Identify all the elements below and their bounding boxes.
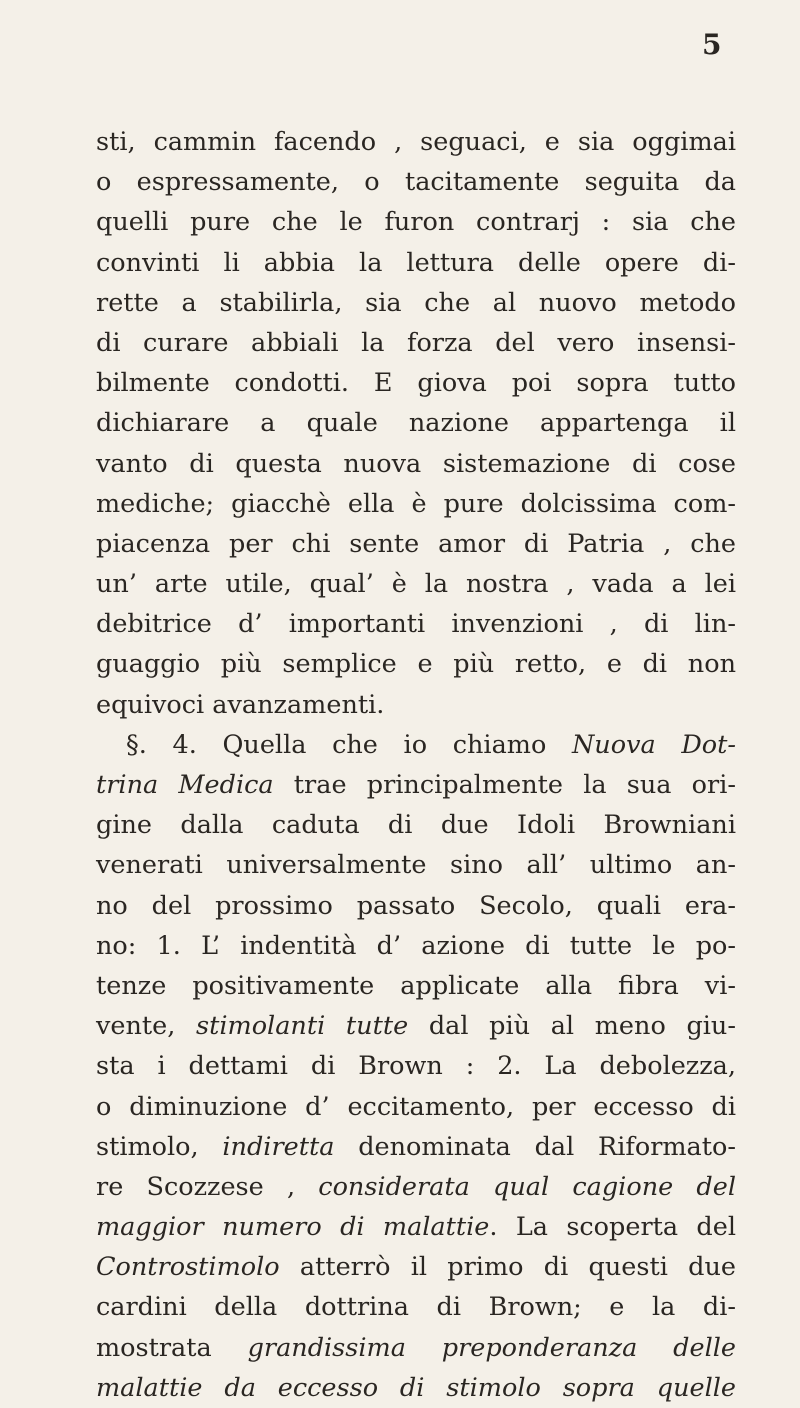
text-line <box>96 162 736 202</box>
italic-text-segment: considerata qual cagione del <box>318 1171 736 1202</box>
text-segment: dal più al meno giu- <box>408 1011 736 1042</box>
text-segment: mostrata <box>96 1332 248 1363</box>
text-line <box>96 1287 736 1327</box>
text-segment: bilmente condotti. E giova poi sopra tutto <box>96 368 736 399</box>
text-line <box>96 805 736 845</box>
text-segment: stimolo, <box>96 1131 223 1162</box>
text-segment: o diminuzione d’ eccitamento, per eccesso di <box>96 1091 736 1122</box>
text-line <box>96 966 736 1006</box>
page-number: 5 <box>702 28 722 61</box>
italic-text-segment: stimolanti tutte <box>196 1011 409 1042</box>
text-line <box>96 1127 736 1167</box>
text-line <box>96 845 736 885</box>
italic-text-segment: maggior numero di malattie <box>96 1212 490 1243</box>
text-line <box>96 1087 736 1127</box>
text-segment: venerati universalmente sino all’ ultimo an- <box>96 850 736 881</box>
text-segment: tenze positivamente applicate alla fibra vi- <box>96 970 736 1001</box>
text-line <box>96 444 736 484</box>
text-line <box>96 1207 736 1247</box>
text-line <box>96 243 736 283</box>
text-segment: vente, <box>96 1011 197 1042</box>
text-segment: dichiarare a quale nazione appartenga il <box>96 408 736 439</box>
text-segment: piacenza per chi sente amor di Patria , che <box>96 528 736 559</box>
italic-text-segment: grandissima preponderanza delle <box>247 1332 736 1363</box>
italic-text-segment: indiretta <box>222 1131 335 1162</box>
text-segment: re Scozzese , <box>96 1171 319 1202</box>
italic-text-segment: Nuova Dot- <box>571 729 737 760</box>
text-line <box>96 403 736 443</box>
text-segment: guaggio più semplice e più retto, e di non <box>96 649 736 680</box>
text-line <box>96 484 736 524</box>
text-segment: mediche; giacchè ella è pure dolcissima com- <box>96 488 736 519</box>
text-segment: rette a stabilirla, sia che al nuovo metodo <box>96 287 736 318</box>
text-segment: cardini della dottrina di Brown; e la di- <box>96 1292 736 1323</box>
text-segment: vanto di questa nuova sistemazione di cose <box>96 448 736 479</box>
text-line <box>96 725 736 765</box>
text-segment: o espressamente, o tacitamente seguita da <box>96 167 736 198</box>
text-line <box>96 283 736 323</box>
text-line <box>96 604 736 644</box>
text-line <box>96 323 736 363</box>
text-segment: quelli pure che le furon contrarj : sia che <box>96 207 736 238</box>
text-segment: convinti li abbia la lettura delle opere di- <box>96 247 736 278</box>
text-line <box>96 1046 736 1086</box>
text-line <box>96 886 736 926</box>
italic-text-segment: Controstimolo <box>96 1252 280 1283</box>
text-line <box>96 202 736 242</box>
text-segment: un’ arte utile, qual’ è la nostra , vada a lei <box>96 569 736 600</box>
text-line <box>96 1167 736 1207</box>
text-segment: no del prossimo passato Secolo, quali era- <box>96 890 736 921</box>
italic-text-segment: malattie da eccesso di stimolo sopra quelle <box>96 1372 736 1403</box>
text-line <box>96 1247 736 1287</box>
text-line <box>96 564 736 604</box>
text-line <box>96 926 736 966</box>
text-line <box>96 1328 736 1368</box>
page-body <box>96 122 736 1408</box>
text-line <box>96 122 736 162</box>
text-segment: sti, cammin facendo , seguaci, e sia oggimai <box>96 127 736 157</box>
text-segment: debitrice d’ importanti invenzioni , di lin- <box>96 609 736 640</box>
text-segment: di curare abbiali la forza del vero insensi- <box>96 327 736 358</box>
text-line <box>96 524 736 564</box>
text-segment: atterrò il primo di questi due <box>279 1252 736 1283</box>
text-line <box>96 644 736 684</box>
text-line <box>96 1006 736 1046</box>
text-segment: sta i dettami di Brown : 2. La debolezza, <box>96 1051 736 1082</box>
text-line <box>96 765 736 805</box>
text-segment: equivoci avanzamenti. <box>96 689 385 720</box>
text-line <box>96 363 736 403</box>
text-segment: trae principalmente la sua ori- <box>273 770 736 800</box>
italic-text-segment: trina Medica <box>96 770 274 800</box>
text-segment: no: 1. L’ indentità d’ azione di tutte le po- <box>96 930 736 961</box>
text-segment: gine dalla caduta di due Idoli Browniani <box>96 810 736 841</box>
text-line <box>96 685 736 725</box>
text-segment: . La scoperta del <box>489 1212 737 1243</box>
text-segment: denominata dal Riformato- <box>334 1131 736 1162</box>
text-line <box>96 1368 736 1408</box>
text-segment: §. 4. Quella che io chiamo <box>126 729 572 760</box>
